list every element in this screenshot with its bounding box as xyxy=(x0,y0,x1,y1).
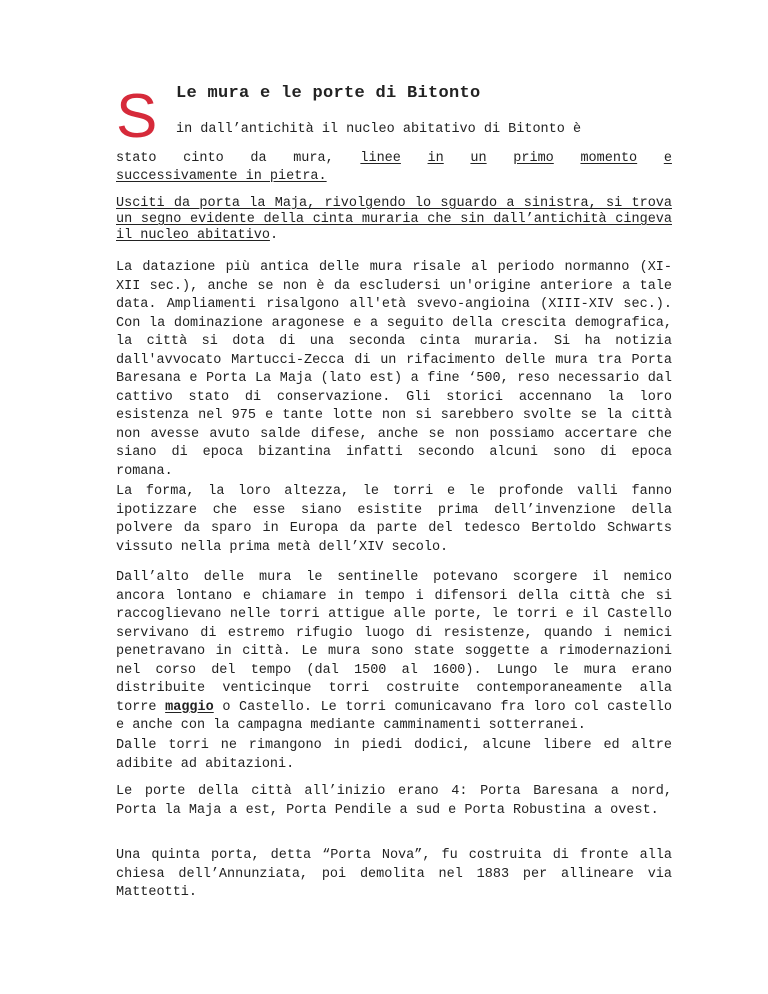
drop-cap-letter: S xyxy=(116,82,158,151)
dallalto-bold-word: maggio xyxy=(165,699,214,715)
paragraph-quinta-porta: Una quinta porta, detta “Porta Nova”, fu costruita di fronte alla chiesa dell’Annunziata, poi demolita nel 1883 per allineare via Matteotti. xyxy=(116,848,672,900)
intro-last-line: successivamente in pietra. xyxy=(116,169,327,184)
intro-word-underlined: primo xyxy=(513,151,554,166)
intro-word-underlined: e xyxy=(663,151,672,166)
intro-word: cinto xyxy=(183,151,224,166)
paragraph-porte: Le porte della città all’inizio erano 4: Porta Baresana a nord, Porta la Maja a est, Porta Pendile a sud e Porta Robustina a ovest. xyxy=(116,784,672,818)
intro-continuation xyxy=(116,150,672,186)
dallalto-text-before: Dall’alto delle mura le sentinelle potevano scorgere il nemico ancora lontano e chiamare in tempo i difensori della città che si raccoglievano nelle torri attigue alle porte, le torri e il Castello servivano di estremo rifugio luogo di resistenze, quando i nemici penetravano in città. Le mura sono state soggette a rimodernazioni nel corso del tempo (dal 1500 al 1600). Lungo le mura erano distribuite venticinque torri costruite contemporaneamente alla torre xyxy=(116,570,672,715)
intro-word-underlined: linee xyxy=(360,151,401,166)
paragraph-forma: La forma, la loro altezza, le torri e le profonde valli fanno ipotizzare che esse siano esistite prima dell’invenzione della polvere da sparo in Europa da parte del tedesco Bertoldo Schwarts vissuto nella prima metà dell’XIV secolo. xyxy=(116,484,672,555)
paragraph-usciti xyxy=(116,196,672,244)
paragraph-dallalto xyxy=(116,569,672,736)
document-title: Le mura e le porte di Bitonto xyxy=(176,84,481,103)
paragraph-dalle-torri: Dalle torri ne rimangono in piedi dodici, alcune libere ed altre adibite ad abitazioni. xyxy=(116,738,672,772)
intro-word: stato xyxy=(116,151,157,166)
intro-first-line: in dall’antichità il nucleo abitativo di Bitonto è xyxy=(176,122,582,137)
intro-word-underlined: in xyxy=(427,151,444,166)
intro-word: da xyxy=(250,151,267,166)
intro-word-underlined: un xyxy=(470,151,487,166)
usciti-period: . xyxy=(269,228,279,243)
dallalto-text-after: o Castello. Le torri comunicavano fra loro col castello e anche con la campagna mediante camminamenti sotterranei. xyxy=(116,699,672,733)
intro-word-underlined: momento xyxy=(580,151,638,166)
usciti-underlined-text: Usciti da porta la Maja, rivolgendo lo sguardo a sinistra, si trova un segno evidente della cinta muraria che sin dall’antichità cingeva il nucleo abitativo xyxy=(116,196,672,243)
paragraph-datazione: La datazione più antica delle mura risale al periodo normanno (XI-XII sec.), anche se non è da escludersi un'origine anteriore a tale data. Ampliamenti risalgono all'età svevo-angioina (XIII-XIV sec.). Con la dominazione aragonese e a seguito della crescita demografica, la città si dota di una seconda cinta muraria. Si ha notizia dall'avvocato Martucci-Zecca di un rifacimento delle mura tra Porta Baresana e Porta La Maja (lato est) a fine ‘500, reso necessario dal cattivo stato di conservazione. Gli storici accennano la loro esistenza nel 975 e tante lotte non si sarebbero svolte se la città non avesse avuto salde difese, anche se non possiamo accertare che siano di epoca bizantina infatti secondo alcuni sono di epoca romana. xyxy=(116,260,672,479)
intro-word: mura, xyxy=(293,151,334,166)
intro-line-justified xyxy=(116,150,672,168)
